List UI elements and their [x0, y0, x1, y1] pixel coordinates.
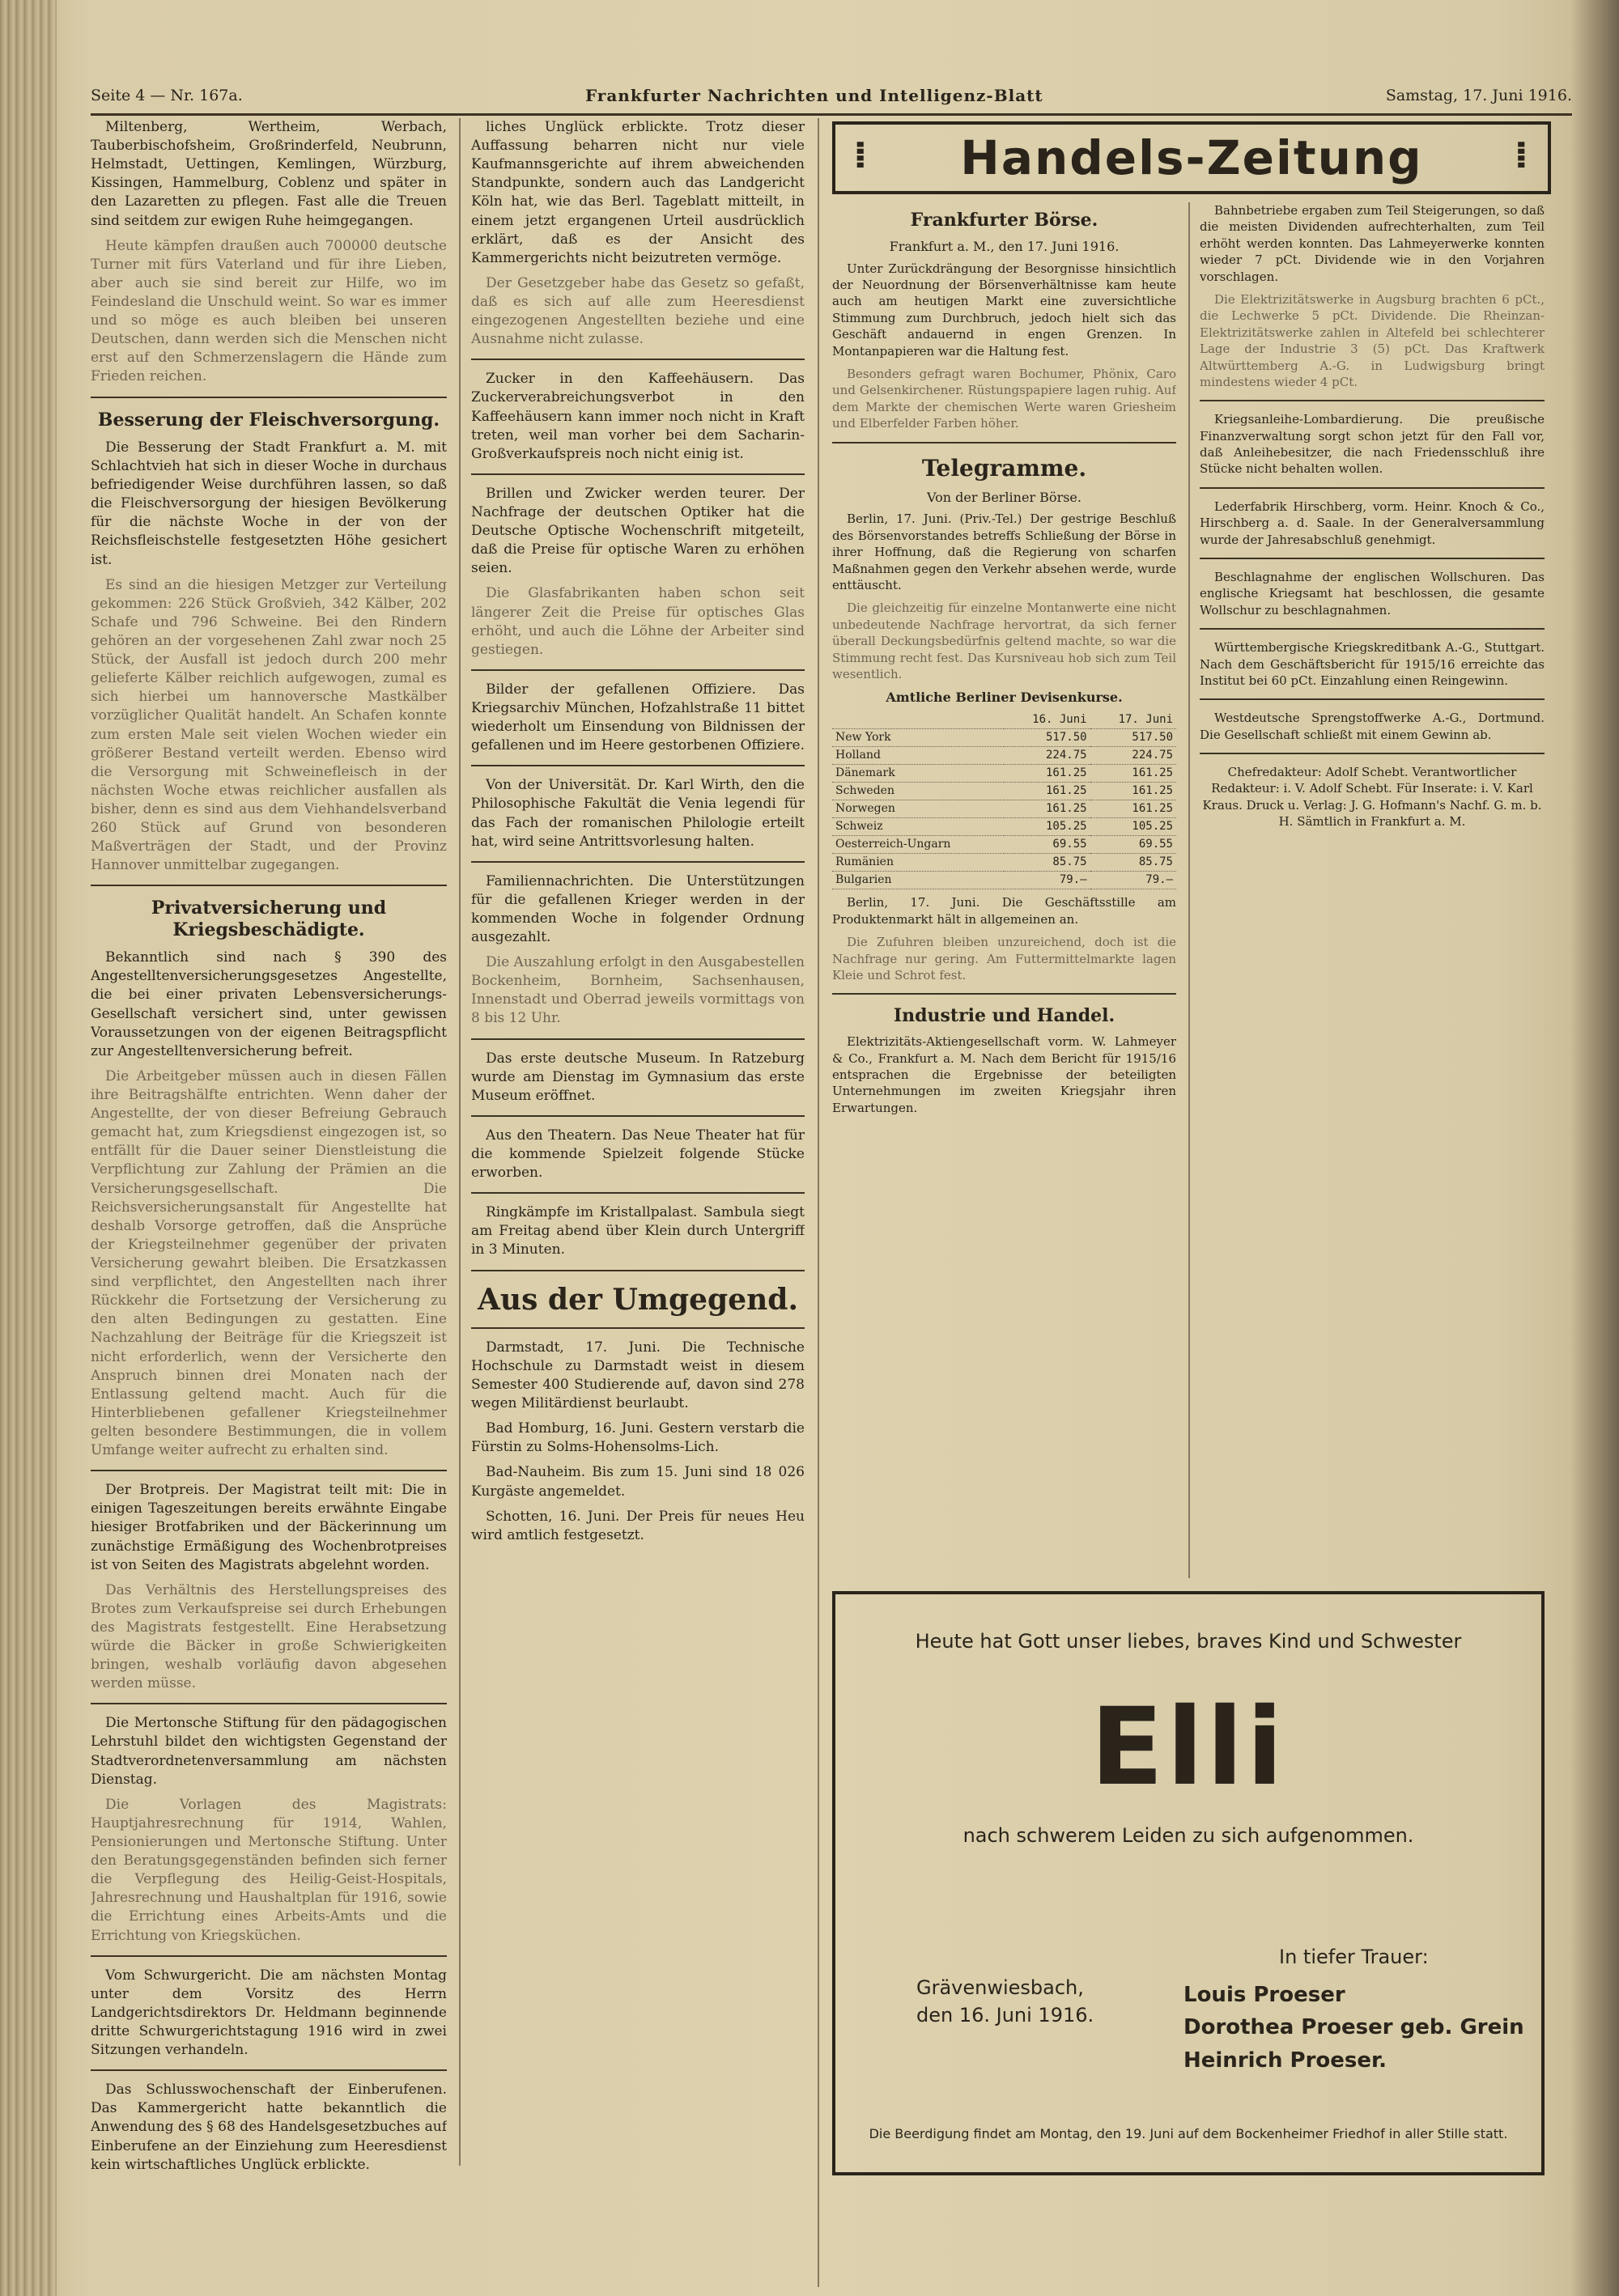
mourner-name: Heinrich Proeser.: [1183, 2048, 1387, 2073]
devisen-header-cell: [832, 711, 1004, 729]
table-row: [832, 818, 1176, 836]
headline-umgegend: Aus der Umgegend.: [478, 1282, 798, 1317]
page-header: [91, 78, 1572, 116]
article-text: Das Schlusswochenschaft der Einberufenen. Das Kammergericht hatte bekanntlich die Anwendung des § 68 des Handelsgesetzbuches auf Einberufene an der Einziehung zum Heeresdienst kein wirtschaftliches Unglück erblickte.: [91, 2082, 447, 2173]
obituary-line: nach schwerem Leiden zu sich aufgenommen.: [962, 1824, 1414, 1847]
article-text: Bilder der gefallenen Offiziere. Das Kriegsarchiv München, Hofzahlstraße 11 bittet wiederholt um Einsendung von Bildnissen der gefallenen und im Heere gestorbenen Offiziere.: [471, 681, 805, 754]
column-4: [1200, 202, 1545, 1578]
editorial-credits: Chefredakteur: Adolf Schebt. Verantwortlicher Redakteur: i. V. Adolf Schebt. Für Inserate: i. V. Karl Kraus. Druck u. Verlag: J. G. Hofmann's Nachf. G. m. b. H. Sämtlich in Frankfurt a. M.: [1202, 765, 1542, 829]
article-text: Aus den Theatern. Das Neue Theater hat für die kommende Spielzeit folgende Stücke erworben.: [471, 1127, 805, 1182]
industrie-title: Industrie und Handel.: [893, 1005, 1115, 1027]
rate-cell: 161.25: [1090, 800, 1176, 818]
article-text: Die Mertonsche Stiftung für den pädagogischen Lehrstuhl bildet den wichtigsten Gegenstand der Stadtverordnetenversammlung am nächsten Dienstag.: [91, 1715, 447, 1788]
filler-text: Die Auszahlung erfolgt in den Ausgabestellen Bockenheim, Bornheim, Sachsenhausen, Innenstadt und Oberrad jeweils vormittags von 8 bis 12 Uhr.: [471, 954, 805, 1027]
issue-date: Samstag, 17. Juni 1916.: [1385, 87, 1572, 104]
divider: [91, 397, 447, 398]
rate-cell: 69.55: [1004, 836, 1090, 854]
boerse-title: Frankfurter Börse.: [910, 210, 1098, 231]
divider: [471, 1327, 805, 1329]
country-cell: Oesterreich-Ungarn: [832, 836, 1004, 854]
table-row: [832, 783, 1176, 800]
country-cell: Schweiz: [832, 818, 1004, 836]
divider: [471, 1115, 805, 1117]
page-edge: [1569, 0, 1619, 2296]
article-text: Kriegsanleihe-Lombardierung. Die preußische Finanzverwaltung sorgt schon jetzt für den Fall vor, daß Anleihebesitzer, die nach Friedensschluß ihre Stücke nicht behalten wollen.: [1200, 412, 1545, 477]
filler-text: Die Glasfabrikanten haben schon seit längerer Zeit die Preise für optisches Glas erhöht, und auch die Löhne der Arbeiter sind gestiegen.: [471, 585, 805, 658]
obituary-intro: Heute hat Gott unser liebes, braves Kind und Schwester: [915, 1630, 1462, 1653]
article-text: Die Besserung der Stadt Frankfurt a. M. mit Schlachtvieh hat sich in dieser Woche in durchaus befriedigender Weise durchführen lassen, so daß die Fleischversorgung der hiesigen Bevölkerung für die nächste Woche in der von der Reichsfleischstelle festgesetzten Höhe gesichert ist.: [91, 439, 447, 568]
divider: [471, 473, 805, 475]
filler-text: Heute kämpfen draußen auch 700000 deutsche Turner mit fürs Vaterland und für ihre Lieben, aber auch sie sind bereit zur Hilfe, wo im Feindesland die Unschuld weint. So war es immer und so möge es auch bleiben bei unseren Deutschen, dann werden sich die Menschen nicht erst auf den Schmerzenslagern die Hände zum Frieden reichen.: [91, 237, 447, 385]
divider: [1200, 698, 1545, 700]
article-text: Der Brotpreis. Der Magistrat teilt mit: Die in einigen Tageszeitungen bereits erwähnte Eingabe hiesiger Brotfabriken und der Bäckerinnung um zunächstige Ermäßigung des Wochenbrotpreises ist von Seiten des Magistrats abgelehnt worden.: [91, 1482, 447, 1573]
column-1: [91, 118, 447, 2271]
rate-cell: 105.25: [1004, 818, 1090, 836]
article-text: Bad-Nauheim. Bis zum 15. Juni sind 18 026 Kurgäste angemeldet.: [471, 1464, 805, 1500]
article-text: Miltenberg, Wertheim, Werbach, Tauberbischofsheim, Großrinderfeld, Neubrunn, Helmstadt, Uettingen, Kemlingen, Würzburg, Kissingen, Hammelburg, Coblenz und später in den Lazaretten zu pflegen. Fast alle die Treuen sind seitdem zur ewigen Ruhe heimgegangen.: [91, 119, 447, 229]
country-cell: Dänemark: [832, 765, 1004, 783]
rate-cell: 105.25: [1090, 818, 1176, 836]
divider: [1200, 487, 1545, 489]
article-text: Elektrizitäts-Aktiengesellschaft vorm. W. Lahmeyer & Co., Frankfurt a. M. Nach dem Bericht für 1915/16 entsprachen die Ergebnisse der beteiligten Unternehmungen im zweiten Kriegsjahr ihren Erwartungen.: [832, 1034, 1176, 1115]
obituary-notice: [832, 1591, 1545, 2175]
article-text: liches Unglück erblickte. Trotz dieser Auffassung beharren nicht nur viele Kaufmannsgerichte auf ihrem abweichenden Standpunkte, sondern auch das Landgericht Köln hat, wie das Berl. Tageblatt mitteilt, in einem jetzt ergangenen Urteil ausdrücklich erklärt, daß es der Ansicht des Kammergerichts nicht beizutreten vermöge.: [471, 119, 805, 266]
obituary-place: [916, 1975, 1094, 2029]
rate-cell: 517.50: [1090, 729, 1176, 747]
mourner-name: Dorothea Proeser geb. Grein: [1183, 2015, 1524, 2040]
country-cell: Bulgarien: [832, 872, 1004, 889]
masthead: Frankfurter Nachrichten und Intelligenz-Blatt: [584, 86, 1043, 105]
filler-text: Es sind an die hiesigen Metzger zur Verteilung gekommen: 226 Stück Großvieh, 342 Kälber, 202 Schafe und 796 Schweine. Bei den Rindern gehören an der vorgesehenen Zahl zwar noch 25 Stück, der Ausfall ist jedoch durch 200 mehr gelieferte Kälber reichlich aufgewogen, zumal es sich hierbei um hannoversche Mastkälber vorzüglicher Qualität handelt. An Schafen konnte zum ersten Male seit vielen Wochen wieder ein größerer Bestand verteilt werden. Ebenso wird die Versorgung mit Schweinefleisch in der nächsten Woche etwas reichlicher ausfallen als bisher, denn es sind aus dem Viehhandelsverband 260 Stück auf Grund von besonderen Maßverträgen der Stadt, und der Provinz Hannover unmittelbar zugegangen.: [91, 576, 447, 874]
article-text: Bekanntlich sind nach § 390 des Angestelltenversicherungsgesetzes Angestellte, die bei einer privaten Lebensversicherungs-Gesellschaft versichert sind, unter gewissen Voraussetzungen von der eigenen Beitragspflicht zur Angestelltenversicherung befreit.: [91, 949, 447, 1059]
article-text: Lederfabrik Hirschberg, vorm. Heinr. Knoch & Co., Hirschberg a. d. Saale. In der Generalversammlung wurde der Jahresabschluß genehmigt.: [1200, 499, 1545, 547]
divider: [91, 1470, 447, 1471]
article-text: Darmstadt, 17. Juni. Die Technische Hochschule zu Darmstadt weist in diesem Semester 400 Studierende auf, davon sind 278 wegen Militärdienst beurlaubt.: [471, 1339, 805, 1412]
rate-cell: 161.25: [1004, 783, 1090, 800]
article-text: Familiennachrichten. Die Unterstützungen für die gefallenen Krieger werden in der kommenden Woche in folgender Ordnung ausgezahlt.: [471, 872, 805, 946]
devisen-header-row: [832, 711, 1176, 729]
devisen-table: [832, 711, 1176, 889]
rate-cell: 224.75: [1090, 747, 1176, 765]
handels-zeitung-banner: [832, 121, 1551, 194]
mourner-name: Louis Proeser: [1183, 1983, 1345, 2008]
country-cell: New York: [832, 729, 1004, 747]
ornament-icon: ⁞: [1514, 133, 1530, 176]
column-rule: [818, 118, 819, 2287]
filler-text: Die Zufuhren bleiben unzureichend, doch ist die Nachfrage nur gering. Am Futtermittelmarkte lagen Kleie und Schrot fest.: [832, 935, 1176, 982]
divider: [1200, 558, 1545, 559]
obituary-name: Elli: [1090, 1685, 1286, 1810]
funeral-note: Die Beerdigung findet am Montag, den 19. Juni auf dem Bockenheimer Friedhof in aller Stille statt.: [869, 2126, 1508, 2141]
devisen-header-cell: 16. Juni: [1004, 711, 1090, 729]
divider: [471, 1270, 805, 1271]
divider: [471, 1192, 805, 1194]
divider: [1200, 400, 1545, 401]
divider: [91, 885, 447, 886]
article-text: Berlin, 17. Juni. (Priv.-Tel.) Der gestrige Beschluß des Börsenvorstandes betreffs Schließung der Börse in ihrer Hoffnung, daß die Regierung von scharfen Maßnahmen gegen den Verkehr absehen werde, wurde enttäuscht.: [832, 511, 1176, 592]
rate-cell: 79.—: [1090, 872, 1176, 889]
filler-text: Die Vorlagen des Magistrats: Hauptjahresrechnung für 1914, Wahlen, Pensionierungen und Mertonsche Stiftung. Unter den Beratungsgegenständen befinden sich ferner die Verpflegung des Heilig-Geist-Hospitals, Jahresrechnung und Haushaltplan für 1916, sowie die Errichtung eines Arbeits-Amts und die Errichtung von Kriegsküchen.: [91, 1796, 447, 1944]
column-rule: [1188, 202, 1190, 1578]
article-text: Von der Universität. Dr. Karl Wirth, den die Philosophische Fakultät die Venia legendi für das Fach der romanischen Philologie erteilt hat, wird seine Antrittsvorlesung halten.: [471, 777, 805, 850]
country-cell: Schweden: [832, 783, 1004, 800]
obituary-mourners: [1183, 1942, 1524, 2077]
article-text: Zucker in den Kaffeehäusern. Das Zuckerverabreichungsverbot in den Kaffeehäusern kann immer noch nicht in Kraft treten, weil man vorher bei dem Sacharin-Großverkaufspreis noch nicht einig ist.: [471, 371, 805, 462]
country-cell: Rumänien: [832, 854, 1004, 872]
article-text: Berlin, 17. Juni. Die Geschäftsstille am Produktenmarkt hält in allgemeinen an.: [832, 895, 1176, 927]
divider: [1200, 628, 1545, 630]
table-row: [832, 836, 1176, 854]
rate-cell: 85.75: [1090, 854, 1176, 872]
telegramme-sub: Von der Berliner Börse.: [927, 489, 1081, 505]
article-text: Westdeutsche Sprengstoffwerke A.-G., Dortmund. Die Gesellschaft schließt mit einem Gewinn ab.: [1200, 711, 1545, 742]
article-text: Bahnbetriebe ergaben zum Teil Steigerungen, so daß die meisten Dividenden aufrechterhalten, zum Teil erhöht werden konnten. Das Lahmeyerwerke konnten wieder 7 pCt. Dividende wie in den Vorjahren vorschlagen.: [1200, 203, 1545, 284]
filler-text: Besonders gefragt waren Bochumer, Phönix, Caro und Gelsenkirchener. Rüstungspapiere lagen ruhig. Auf dem Markte der chemischen Werte waren Griesheim und Elberfelder Farben höher.: [832, 367, 1176, 431]
filler-text: Das Verhältnis des Herstellungspreises des Brotes zum Verkaufspreise sei durch Erhebungen des Magistrats festgestellt. Eine Herabsetzung würde die Bäcker in große Schwierigkeiten bringen, weshalb vorläufig davon abgesehen werden müsse.: [91, 1581, 447, 1692]
column-3: [832, 202, 1176, 1578]
ornament-icon: ⁞: [853, 133, 869, 176]
rate-cell: 85.75: [1004, 854, 1090, 872]
table-row: [832, 765, 1176, 783]
obituary-town: Grävenwiesbach,: [916, 1976, 1084, 1999]
article-text: Ringkämpfe im Kristallpalast. Sambula siegt am Freitag abend über Klein durch Untergriff in 3 Minuten.: [471, 1204, 805, 1258]
country-cell: Norwegen: [832, 800, 1004, 818]
column-rule: [459, 118, 461, 2166]
divider: [471, 765, 805, 766]
rate-cell: 224.75: [1004, 747, 1090, 765]
divider: [832, 442, 1176, 443]
section-title: Handels-Zeitung: [960, 130, 1423, 185]
divider: [91, 1703, 447, 1704]
article-text: Beschlagnahme der englischen Wollschuren. Das englische Kriegsamt hat beschlossen, die gesamte Wollschur zu beschlagnahmen.: [1200, 570, 1545, 618]
table-row: [832, 729, 1176, 747]
article-text: Bad Homburg, 16. Juni. Gestern verstarb die Fürstin zu Solms-Hohensolms-Lich.: [471, 1420, 805, 1456]
obituary-date: den 16. Juni 1916.: [916, 2003, 1094, 2027]
article-text: Schotten, 16. Juni. Der Preis für neues Heu wird amtlich festgesetzt.: [471, 1508, 805, 1543]
table-row: [832, 747, 1176, 765]
country-cell: Holland: [832, 747, 1004, 765]
rate-cell: 69.55: [1090, 836, 1176, 854]
table-row: [832, 872, 1176, 889]
divider: [832, 993, 1176, 995]
divider: [91, 1955, 447, 1957]
divider: [91, 2069, 447, 2071]
boerse-date: Frankfurt a. M., den 17. Juni 1916.: [889, 238, 1120, 254]
headline-privat: Privatversicherung und Kriegsbeschädigte.: [151, 898, 387, 940]
article-text: Unter Zurückdrängung der Besorgnisse hinsichtlich der Neuordnung der Börsenverhältnisse kam heute auch am heutigen Markt eine zuversichtliche Stimmung zum Durchbruch, jedoch hielt sich das Geschäft andauernd in engen Grenzen. In Montanpapieren war die Haltung fest.: [832, 261, 1176, 359]
table-row: [832, 800, 1176, 818]
mourners-title: In tiefer Trauer:: [1278, 1946, 1429, 1968]
table-row: [832, 854, 1176, 872]
page-number: Seite 4 — Nr. 167a.: [91, 87, 243, 104]
filler-text: Die gleichzeitig für einzelne Montanwerte eine nicht unbedeutende Nachfrage hervortrat, da sich ferner überall Deckungsbedürfnis geltend machte, so war die Stimmung recht fest. Das Kursniveau hob sich zum Teil wesentlich.: [832, 601, 1176, 681]
rate-cell: 517.50: [1004, 729, 1090, 747]
binding-spine: [0, 0, 57, 2296]
rate-cell: 161.25: [1090, 783, 1176, 800]
filler-text: Die Arbeitgeber müssen auch in diesen Fällen ihre Beitragshälfte entrichten. Wenn daher der Angestellte, der von dieser Befreiung Gebrauch gemacht hat, zum Kriegsdienst eingezogen ist, so entfällt für die Dauer seiner Dienstleistung die Verpflichtung zur Zahlung der Prämien an die Versicherungsgesellschaft. Die Reichsversicherungsanstalt für Angestellte hat deshalb Vorsorge getroffen, daß die Ansprüche der Kriegsteilnehmer gegenüber der privaten Versicherung gewahrt bleiben. Die Ersatzkassen sind verpflichtet, den Angestellten nach ihrer Rückkehr die Fortsetzung der Versicherung zu den alten Bedingungen zu gestatten. Eine Nachzahlung der Beiträge für die Kriegszeit ist nicht erforderlich, wenn der Versicherte den Anspruch binnen drei Monaten nach der Entlassung geltend macht. Auch für die Hinterbliebenen gefallener Kriegsteilnehmer gelten besondere Bestimmungen, die in vollem Umfange weiter aufrecht zu erhalten sind.: [91, 1067, 447, 1459]
rate-cell: 161.25: [1090, 765, 1176, 783]
rate-cell: 161.25: [1004, 765, 1090, 783]
divider: [1200, 753, 1545, 754]
devisen-header-cell: 17. Juni: [1090, 711, 1176, 729]
divider: [471, 669, 805, 671]
article-text: Württembergische Kriegskreditbank A.-G., Stuttgart. Nach dem Geschäftsbericht für 1915/16 erreichte das Institut bei 60 pCt. Einzahlung einen Reingewinn.: [1200, 640, 1545, 688]
divider: [471, 861, 805, 863]
filler-text: Die Elektrizitätswerke in Augsburg brachten 6 pCt., die Lechwerke 5 pCt. Dividende. Die Rheinzan-Elektrizitätswerke zahlen in Altefeld bei schlechterer Lage der Industrie 3 (5) pCt. Das Kraftwerk Altwürttemberg A.-G. in Ludwigsburg bringt mindestens wieder 4 pCt.: [1200, 291, 1545, 389]
article-text: Das erste deutsche Museum. In Ratzeburg wurde am Dienstag im Gymnasium das erste Museum eröffnet.: [471, 1050, 805, 1104]
headline-fleisch: Besserung der Fleischversorgung.: [97, 409, 440, 431]
divider: [471, 359, 805, 360]
article-text: Vom Schwurgericht. Die am nächsten Montag unter dem Vorsitz des Herrn Landgerichtsdirektors Dr. Heldmann beginnende dritte Schwurgerichtstagung 1916 wird in zwei Sitzungen verhandeln.: [91, 1967, 447, 2059]
column-2: [471, 118, 805, 2271]
filler-text: Der Gesetzgeber habe das Gesetz so gefaßt, daß es sich auf alle zum Heeresdienst eingezogenen Angestellten beziehe und eine Ausnahme nicht zulasse.: [471, 274, 805, 348]
divider: [471, 1038, 805, 1040]
rate-cell: 161.25: [1004, 800, 1090, 818]
telegramme-title: Telegramme.: [921, 454, 1087, 482]
article-text: Brillen und Zwicker werden teurer. Der Nachfrage der deutschen Optiker hat die Deutsche Optische Wochenschrift mitgeteilt, daß die Preise für optische Waren zu erhöhen seien.: [471, 485, 805, 577]
devisen-title: Amtliche Berliner Devisenkurse.: [886, 690, 1123, 706]
rate-cell: 79.—: [1004, 872, 1090, 889]
